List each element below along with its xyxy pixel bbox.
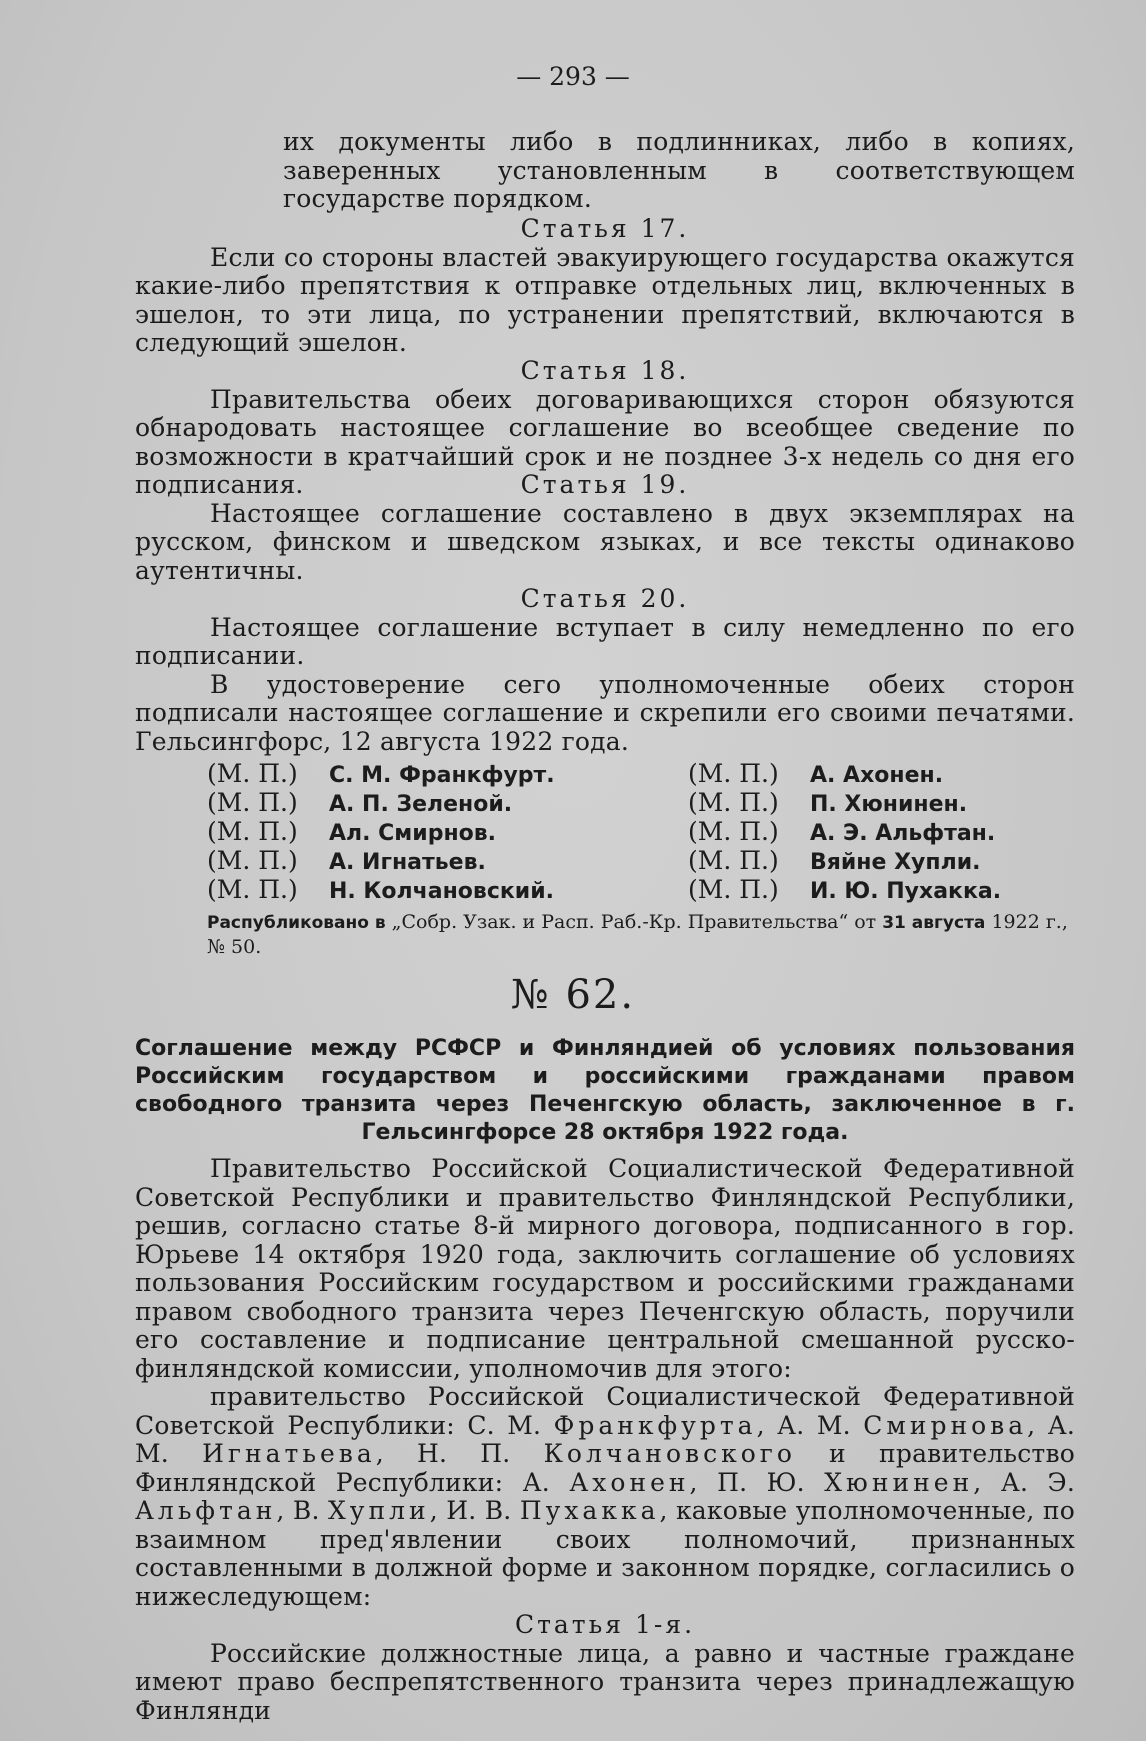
delegate-name: Колчановского [543, 1439, 796, 1468]
signatory-left [207, 847, 486, 878]
seal-mark: (М. П.) [688, 817, 779, 846]
delegate-name: Пухакка [519, 1496, 660, 1525]
delegate-name: Ахонен [569, 1467, 690, 1497]
seal-mark: (М. П.) [207, 817, 298, 846]
seal-mark: (М. П.) [207, 759, 298, 788]
signatory-left [207, 760, 555, 791]
seal-mark: (М. П.) [207, 788, 298, 817]
signatory-name: А. Ахонен. [810, 763, 944, 788]
signatory-name: П. Хюнинен. [810, 792, 968, 817]
signatory-name: А. Игнатьев. [329, 850, 486, 875]
article-19 [135, 471, 1075, 585]
article-17 [135, 215, 1075, 358]
signatory-right [688, 876, 1001, 907]
preamble-paragraph: Правительство Российской Социалистической Федеративной Советской Республики и правительство Финляндской Республики, решив, согласно статье 8-й мирного договора, подписанного в гор. Юрьеве 14 октября 1920 года, заключить соглашение об условиях пользования Российским государством и российскими гражданами правом свободного транзита через Печенгскую область, поручили его составление и подписание центральной смешанной русско-финляндской комиссии, уполномочив для этого: [135, 1154, 1075, 1383]
signatory-right [688, 818, 995, 849]
signatory-right [688, 789, 967, 820]
publication-label: Распубликовано в [207, 913, 386, 933]
signatory-right [688, 847, 980, 878]
seal-mark: (М. П.) [207, 846, 298, 875]
witness-paragraph: В удостоверение сего уполномоченные обеих сторон подписали настоящее соглашение и скрепили его своими печатями. Гельсингфорс, 12 августа 1922 года. [135, 669, 1075, 756]
signatory-name: Вяйне Хупли. [810, 850, 981, 875]
publication-date: 31 августа [882, 913, 986, 933]
publication-source: „Собр. Узак. и Расп. Раб.-Кр. Правительства“ от [391, 911, 877, 933]
document-number: № 62. [510, 972, 636, 1018]
seal-mark: (М. П.) [688, 875, 779, 904]
seal-mark: (М. П.) [688, 846, 779, 875]
delegate-name: Игнатьева [202, 1439, 376, 1468]
signatory-right [688, 760, 943, 791]
article-title: Статья 17. [520, 214, 690, 243]
article-text: Если со стороны властей эвакуирующего государства окажутся какие-либо препятствия к отправке отдельных лиц, включенных в эшелон, то эти лица, по устранении препятствий, включаются в следующий эшелон. [135, 242, 1075, 357]
seal-mark: (М. П.) [207, 875, 298, 904]
delegate-name: Хупли [328, 1496, 430, 1525]
signatory-left [207, 789, 512, 820]
delegate-name: Альфтан [135, 1496, 277, 1525]
article-title: Статья 19. [520, 470, 690, 499]
page-number: — 293 — [516, 62, 630, 91]
document-title: Соглашение между РСФСР и Финляндией об условиях пользования Российским государством и российскими гражданами правом свободного транзита через Печенгскую область, заключенное в г. Гельсингфорсе 28 октября 1922 года. [135, 1036, 1075, 1145]
article-20 [135, 585, 1075, 756]
article-text: Настоящее соглашение вступает в силу немедленно по его подписании. [135, 612, 1075, 670]
signatory-name: И. Ю. Пухакка. [810, 879, 1002, 904]
article-title: Статья 18. [520, 356, 690, 385]
signatory-name: Ал. Смирнов. [329, 821, 497, 846]
seal-mark: (М. П.) [688, 788, 779, 817]
publication-rest: 1922 г., № 50. [207, 911, 1068, 958]
article-text: Российские должностные лица, а равно и частные граждане имеют право беспрепятственного транзита через принадлежащую Финлянди [135, 1638, 1075, 1725]
signatory-name: Н. Колчановский. [329, 879, 554, 904]
continuation-paragraph: их документы либо в подлинниках, либо в копиях, заверенных установленным в соответствующем государстве порядком. [283, 127, 1075, 213]
publication-note [207, 910, 1075, 959]
article-text: Правительства обеих договаривающихся сторон обязуются обнародовать настоящее соглашение во всеобщее сведение по возможности в кратчайший срок и не позднее 3-х недель со дня его подписания. [135, 384, 1075, 499]
delegate-name: Франкфурта [553, 1410, 757, 1440]
article-text: Настоящее соглашение составлено в двух экземплярах на русском, финском и шведском языках, и все тексты одинаково аутентичны. [135, 498, 1075, 585]
delegates-paragraph: правительство Российской Социалистической Федеративной Советской Республики: С. М. Франкфурта, А. М. Смирнова, А. М. Игнатьева, Н. П. Колчановского и правительство Финляндской Республики: А. Ахонен, П. Ю. Хюнинен, А. Э. Альфтан, В. Хупли, И. В. Пухакка, каковые уполномоченные, по взаимном пред'явлении своих полномочий, признанных составленными в должной форме и законном порядке, согласились о нижеследующем: [135, 1382, 1075, 1611]
signatory-name: А. Э. Альфтан. [810, 821, 996, 846]
delegate-name: Хюнинен [824, 1467, 974, 1497]
signatory-name: С. М. Франкфурт. [329, 763, 555, 788]
signatory-left [207, 818, 496, 849]
preamble-block [135, 1155, 1075, 1725]
delegate-name: Смирнова [863, 1410, 1028, 1440]
continuation-block [283, 128, 1075, 214]
article-title: Статья 1-я. [514, 1610, 696, 1639]
signatory-name: А. П. Зеленой. [329, 792, 513, 817]
seal-mark: (М. П.) [688, 759, 779, 788]
article-title: Статья 20. [520, 584, 690, 613]
signatory-left [207, 876, 554, 907]
